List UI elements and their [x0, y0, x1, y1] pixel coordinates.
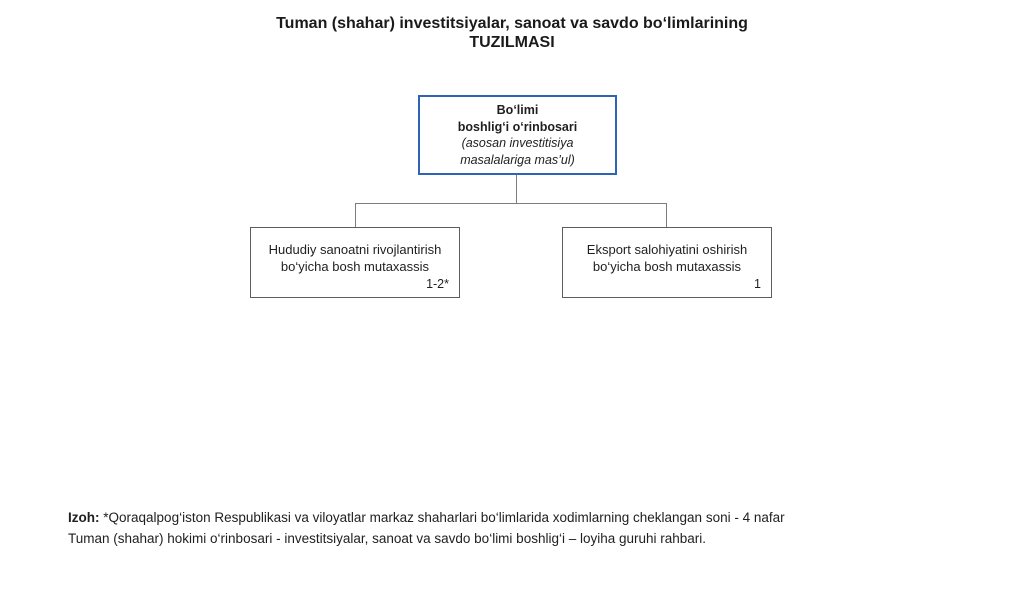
child-box-line-2: bo‘yicha bosh mutaxassis: [592, 259, 742, 274]
child-box-export-potential: [562, 227, 772, 298]
child-box-line-2: bo‘yicha bosh mutaxassis: [280, 259, 430, 274]
root-box-title-line-1: Bo‘limi: [496, 103, 539, 117]
footnote: [68, 508, 813, 549]
staff-count: 1-2*: [426, 277, 449, 291]
child-box-regional-industry: [250, 227, 460, 298]
footnote-line-2: Tuman (shahar) hokimi o‘rinbosari - investitsiyalar, sanoat va savdo bo‘limi boshlig‘i – loyiha guruhi rahbari.: [68, 530, 707, 546]
root-box: [418, 95, 617, 175]
connector-root-drop: [516, 175, 517, 204]
footnote-line-1: [68, 508, 813, 529]
connector-horizontal: [355, 203, 667, 204]
footnote-label: Izoh:: [68, 510, 100, 525]
staff-count: 1: [754, 277, 761, 291]
child-box-line-1: Eksport salohiyatini oshirish: [586, 242, 748, 257]
root-box-subtitle: (asosan investitisiya masalalariga mas’ul): [460, 136, 575, 167]
page-title: [0, 14, 1024, 52]
connector-right-drop: [666, 203, 667, 227]
child-box-line-1: Hududiy sanoatni rivojlantirish: [268, 242, 442, 257]
root-box-title-line-2: boshlig‘i o‘rinbosari: [457, 119, 578, 134]
footnote-line-1-text: *Qoraqalpog‘iston Respublikasi va viloyatlar markaz shaharlari bo‘limlarida xodimlarning cheklangan soni - 4 nafar: [103, 510, 785, 525]
page-title-line-2: TUZILMASI: [469, 34, 555, 51]
page-title-line-1: Tuman (shahar) investitsiyalar, sanoat va savdo bo‘limlarining: [276, 15, 748, 32]
connector-left-drop: [355, 203, 356, 227]
